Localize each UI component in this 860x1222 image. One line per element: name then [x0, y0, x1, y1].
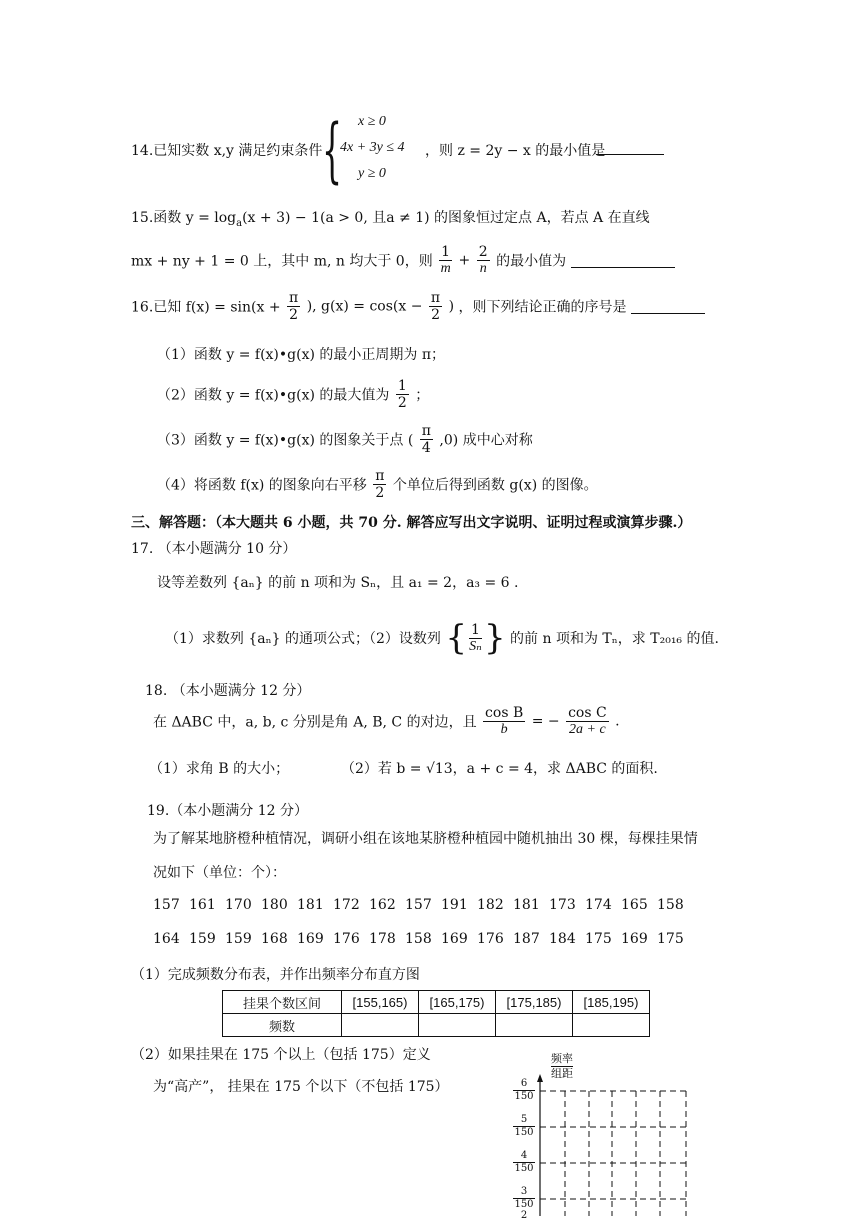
frequency-table — [222, 990, 650, 1037]
data-value: 175 — [585, 931, 612, 947]
q19-part2-line1: （2）如果挂果在 175 个以上（包括 175）定义 — [131, 1047, 431, 1063]
histogram-tick-2: 2 — [520, 1210, 528, 1221]
q19-data-row-2 — [153, 931, 693, 947]
q19-part2-line2: 为“高产”， 挂果在 175 个以下（不包括 175） — [153, 1079, 449, 1095]
histogram-ylabel: 频率 组距 — [551, 1052, 573, 1080]
data-value: 172 — [333, 897, 360, 913]
data-value: 164 — [153, 931, 180, 947]
q18-title: 18. （本小题满分 12 分） — [145, 683, 311, 699]
data-value: 161 — [189, 897, 216, 913]
y-axis-arrow — [537, 1074, 543, 1082]
data-value: 176 — [333, 931, 360, 947]
q15-line1: 15.函数 $y = \log_a(x + 3) - 1(a > 0$, 且a ≠ 1) 的图象恒过定点 A，若点 A 在直线 — [131, 210, 650, 229]
q14-constraint-1: x ≥ 0 — [358, 114, 386, 129]
q19-part1: （1）完成频数分布表，并作出频率分布直方图 — [131, 967, 420, 983]
q18-part2: （2）若 b = √13，a + c = 4，求 ΔABC 的面积. — [341, 761, 658, 777]
data-value: 159 — [189, 931, 216, 947]
table-header-cell: 挂果个数区间 — [223, 991, 342, 1014]
table-cell[interactable] — [419, 1014, 496, 1037]
table-cell[interactable] — [342, 1014, 419, 1037]
q18-part1: （1）求角 B 的大小； — [149, 761, 290, 777]
q14-answer-blank[interactable] — [596, 140, 664, 155]
q17-line2: （1）求数列 {aₙ} 的通项公式；（2）设数列 { $\frac{1}{\text{Sₙ}}$ } 的前 n 项和为 Tₙ，求 T₂₀₁₆ 的值. — [165, 618, 719, 658]
constraint-brace: { — [322, 109, 343, 191]
data-value: 162 — [369, 897, 396, 913]
q17-title: 17. （本小题满分 10 分） — [131, 541, 297, 557]
q16-item-1: （1）函数 y = f(x)•g(x) 的最小正周期为 π； — [157, 347, 446, 363]
q16-answer-blank[interactable] — [631, 299, 705, 314]
q16-item-4: （4）将函数 f(x) 的图象向右平移 $\frac{\pi}{2}$ 个单位后得到函数 g(x) 的图像。 — [157, 468, 598, 501]
data-value: 159 — [225, 931, 252, 947]
data-value: 184 — [549, 931, 576, 947]
histogram-tick-4: 4 150 — [514, 1150, 534, 1174]
q14-prefix: 14.已知实数 x,y 满足约束条件 — [131, 143, 323, 159]
q14-constraint-3: y ≥ 0 — [358, 166, 386, 181]
data-value: 169 — [621, 931, 648, 947]
data-value: 191 — [441, 897, 468, 913]
q19-line2: 况如下（单位：个）： — [153, 865, 286, 881]
q18-line1: 在 ΔABC 中，a, b, c 分别是角 A, B, C 的对边，且 $\frac{\text{cos B}}{b}$ = − $\frac{\text{cos C}}{2a + c}$ . — [153, 705, 620, 737]
data-value: 173 — [549, 897, 576, 913]
data-value: 175 — [657, 931, 684, 947]
table-row-label: 频数 — [223, 1014, 342, 1037]
histogram-tick-3: 3 150 — [514, 1186, 534, 1210]
table-header-cell: [165,175) — [419, 991, 496, 1014]
data-value: 158 — [657, 897, 684, 913]
data-value: 170 — [225, 897, 252, 913]
table-cell[interactable] — [496, 1014, 573, 1037]
q15-answer-blank[interactable] — [571, 253, 675, 268]
data-value: 180 — [261, 897, 288, 913]
q16-stem: 16.已知 f(x) = sin(x + $\frac{\pi}{2}$ ), g(x) = cos(x − $\frac{\pi}{2}$ ) ，则下列结论正确的序号是 — [131, 290, 705, 323]
q19-title: 19.（本小题满分 12 分） — [147, 803, 308, 819]
table-header-cell: [155,165) — [342, 991, 419, 1014]
data-value: 176 — [477, 931, 504, 947]
histogram-grid — [510, 1074, 690, 1216]
data-value: 157 — [405, 897, 432, 913]
q16-item-2: （2）函数 y = f(x)•g(x) 的最大值为 $\frac{1}{2}$ ； — [157, 378, 430, 411]
q15-line2: mx + ny + 1 = 0 上，其中 m, n 均大于 0，则 $\frac{1}{m}$ + $\frac{2}{n}$ 的最小值为 — [131, 244, 675, 277]
q16-item-3: （3）函数 y = f(x)•g(x) 的图象关于点 ( $\frac{\pi}{4}$ ,0) 成中心对称 — [157, 423, 533, 456]
data-value: 168 — [261, 931, 288, 947]
data-value: 187 — [513, 931, 540, 947]
data-value: 169 — [441, 931, 468, 947]
data-value: 182 — [477, 897, 504, 913]
data-value: 174 — [585, 897, 612, 913]
q17-line1: 设等差数列 {aₙ} 的前 n 项和为 Sₙ，且 a₁ = 2，a₃ = 6 . — [157, 575, 519, 591]
data-value: 157 — [153, 897, 180, 913]
table-header-cell: [185,195) — [573, 991, 650, 1014]
histogram-tick-5: 5 150 — [514, 1114, 534, 1138]
q14-suffix: ，则 z = 2y − x 的最小值是 — [425, 143, 606, 159]
q19-line1: 为了解某地脐橙种植情况，调研小组在该地某脐橙种植园中随机抽出 30 棵，每棵挂果情 — [153, 831, 698, 847]
data-value: 181 — [297, 897, 324, 913]
table-header-cell: [175,185) — [496, 991, 573, 1014]
q14-constraint-2: 4x + 3y ≤ 4 — [340, 140, 405, 155]
data-value: 158 — [405, 931, 432, 947]
table-cell[interactable] — [573, 1014, 650, 1037]
data-value: 181 — [513, 897, 540, 913]
q19-data-row-1 — [153, 897, 693, 913]
data-value: 165 — [621, 897, 648, 913]
histogram-tick-6: 6 150 — [514, 1078, 534, 1102]
data-value: 169 — [297, 931, 324, 947]
data-value: 178 — [369, 931, 396, 947]
section-heading: 三、解答题：（本大题共 6 小题，共 70 分. 解答应写出文字说明、证明过程或演算步骤.） — [131, 515, 692, 531]
